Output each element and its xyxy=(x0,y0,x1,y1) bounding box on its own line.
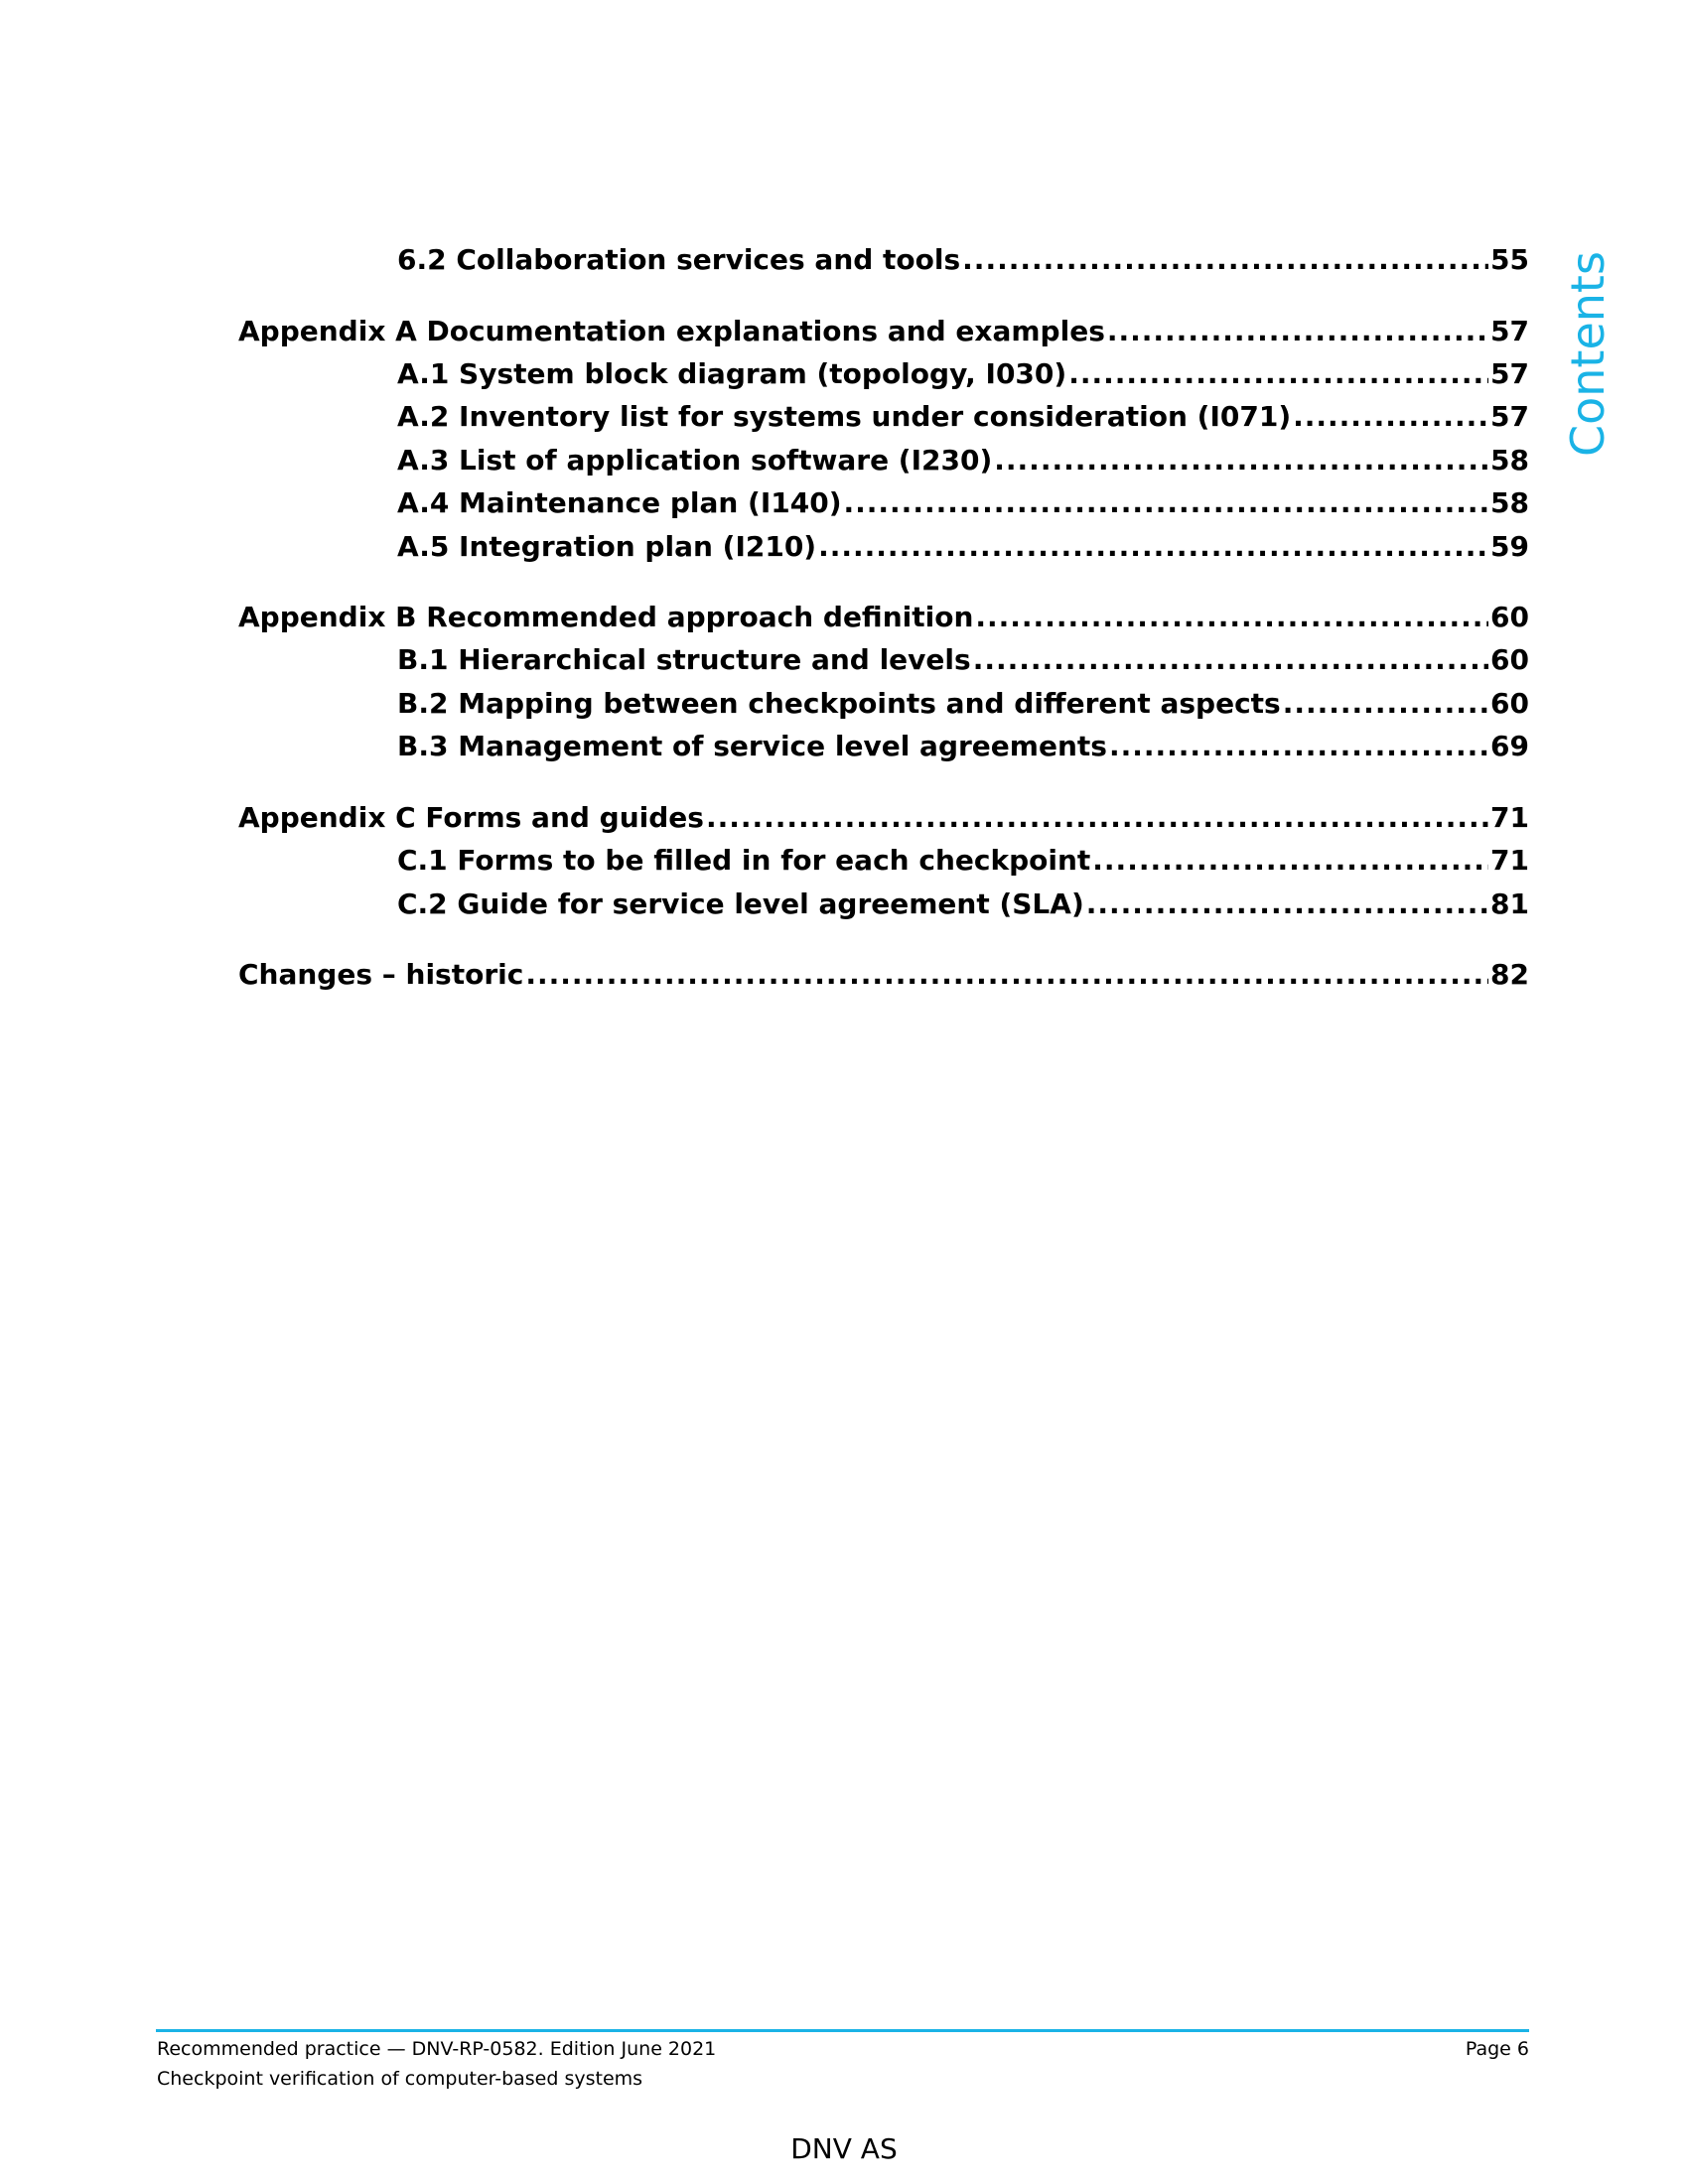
toc-entry-page: 58 xyxy=(1490,486,1529,519)
toc-entry[interactable] xyxy=(238,953,1529,997)
toc-leader-dots xyxy=(818,525,1488,569)
footer-document-title: Checkpoint verification of computer-based systems xyxy=(157,2068,643,2090)
toc-leader-dots xyxy=(975,596,1488,639)
toc-entry-title: A.1 System block diagram (topology, I030) xyxy=(397,357,1067,390)
toc-entry[interactable] xyxy=(397,395,1529,439)
toc-entry[interactable] xyxy=(397,638,1529,682)
toc-entry-page: 60 xyxy=(1490,643,1529,676)
toc-entry-title: Appendix B Recommended approach definition xyxy=(238,601,974,633)
toc-entry-title: C.1 Forms to be filled in for each checkpoint xyxy=(397,844,1091,877)
toc-entry[interactable] xyxy=(397,525,1529,569)
toc-entry-page: 81 xyxy=(1490,887,1529,920)
toc-entry-title: Changes – historic xyxy=(238,958,524,991)
toc-entry-page: 60 xyxy=(1490,687,1529,720)
toc-entry-page: 71 xyxy=(1490,801,1529,834)
toc-entry[interactable] xyxy=(238,796,1529,840)
toc-entry-title: B.3 Management of service level agreements xyxy=(397,730,1107,762)
footer-page-number: Page 6 xyxy=(1465,2038,1529,2060)
toc-entry-title: B.1 Hierarchical structure and levels xyxy=(397,643,971,676)
toc-entry-title: A.4 Maintenance plan (I140) xyxy=(397,486,842,519)
toc-entry-title: Appendix A Documentation explanations and examples xyxy=(238,315,1105,347)
toc-entry-page: 55 xyxy=(1490,243,1529,276)
toc-entry[interactable] xyxy=(397,725,1529,768)
toc-leader-dots xyxy=(1092,839,1488,883)
toc-entry-title: A.5 Integration plan (I210) xyxy=(397,530,817,563)
toc-entry[interactable] xyxy=(238,310,1529,353)
toc-entry[interactable] xyxy=(238,596,1529,639)
toc-entry[interactable] xyxy=(397,238,1529,282)
toc-entry-page: 82 xyxy=(1490,958,1529,991)
toc-entry-title: B.2 Mapping between checkpoints and different aspects xyxy=(397,687,1281,720)
toc-leader-dots xyxy=(1293,395,1488,439)
toc-entry-page: 57 xyxy=(1490,400,1529,433)
toc-leader-dots xyxy=(973,638,1488,682)
footer-divider xyxy=(156,2029,1529,2032)
toc-entry-page: 60 xyxy=(1490,601,1529,633)
toc-entry-page: 71 xyxy=(1490,844,1529,877)
toc-entry-title: 6.2 Collaboration services and tools xyxy=(397,243,961,276)
toc-leader-dots xyxy=(1283,682,1488,726)
toc-leader-dots xyxy=(1068,352,1488,396)
toc-entry[interactable] xyxy=(397,883,1529,926)
toc-leader-dots xyxy=(994,439,1488,482)
toc-entry-page: 59 xyxy=(1490,530,1529,563)
toc-leader-dots xyxy=(844,481,1489,525)
footer-organization: DNV AS xyxy=(790,2132,898,2165)
toc-entry-page: 58 xyxy=(1490,444,1529,477)
toc-leader-dots xyxy=(1086,883,1488,926)
section-side-label: Contents xyxy=(1561,251,1615,457)
toc-entry-title: C.2 Guide for service level agreement (SLA) xyxy=(397,887,1084,920)
toc-leader-dots xyxy=(1107,310,1488,353)
toc-entry[interactable] xyxy=(397,439,1529,482)
toc-entry-page: 57 xyxy=(1490,315,1529,347)
toc-entry-title: Appendix C Forms and guides xyxy=(238,801,704,834)
toc-entry-page: 69 xyxy=(1490,730,1529,762)
toc-leader-dots xyxy=(525,953,1488,997)
toc-entry[interactable] xyxy=(397,352,1529,396)
footer-document-reference: Recommended practice — DNV-RP-0582. Edition June 2021 xyxy=(157,2038,717,2060)
toc-leader-dots xyxy=(706,796,1488,840)
toc-entry-page: 57 xyxy=(1490,357,1529,390)
toc-entry[interactable] xyxy=(397,481,1529,525)
toc-leader-dots xyxy=(1109,725,1488,768)
toc-leader-dots xyxy=(962,238,1488,282)
toc-entry-title: A.3 List of application software (I230) xyxy=(397,444,993,477)
toc-entry[interactable] xyxy=(397,839,1529,883)
toc-entry[interactable] xyxy=(397,682,1529,726)
toc-entry-title: A.2 Inventory list for systems under consideration (I071) xyxy=(397,400,1292,433)
